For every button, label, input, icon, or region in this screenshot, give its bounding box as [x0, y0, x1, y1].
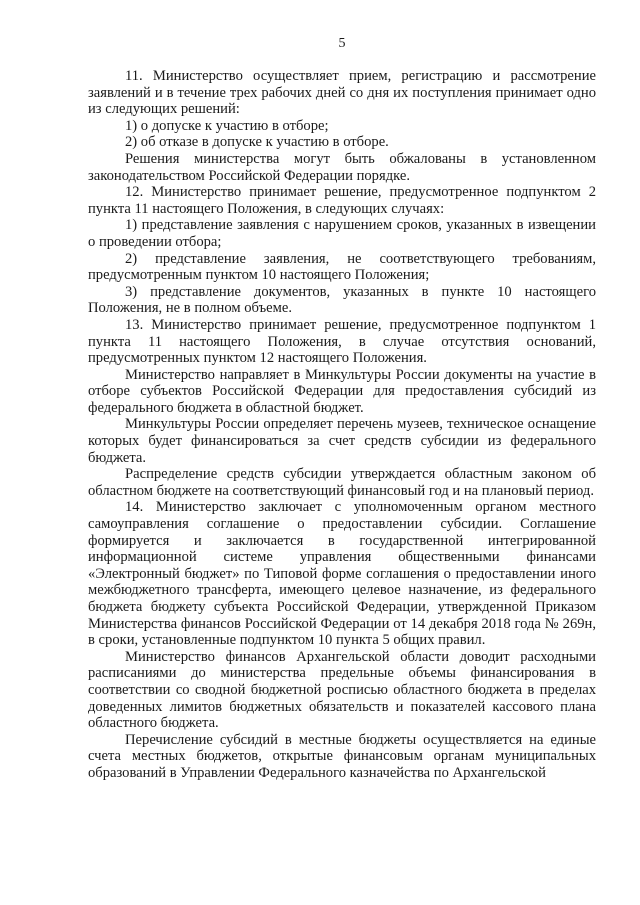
paragraph-ministry-submission: Министерство направляет в Минкультуры России документы на участие в отборе субъектов Российской Федерации для предоставления субсидий из федерального бюджета в областной бюджет.: [88, 366, 596, 416]
list-item-late-submission: 1) представление заявления с нарушением сроков, указанных в извещении о проведении отбора;: [88, 217, 596, 250]
list-item-incomplete-documents: 3) представление документов, указанных в пункте 10 настоящего Положения, не в полном объеме.: [88, 283, 596, 317]
paragraph-museum-list: Минкультуры России определяет перечень музеев, техническое оснащение которых будет финансироваться за счет средств субсидии из федерального бюджета.: [88, 416, 596, 466]
paragraph-finance-ministry: Министерство финансов Архангельской области доводит расходными расписаниями до министерства предельные объемы финансирования в соответствии со сводной бюджетной росписью областного бюджета в пределах доведенных лимитов бюджетных обязательств и показателей кассового плана областного бюджета.: [88, 648, 596, 732]
page-number: 5: [338, 36, 346, 51]
document-body: [88, 68, 596, 782]
list-item-admission: 1) о допуске к участию в отборе;: [125, 117, 329, 134]
paragraph-14: 14. Министерство заключает с уполномоченным органом местного самоуправления соглашение о предоставлении субсидии. Соглашение формируется и заключается в государственной интегрированной информационной системе управления общественными финансами «Электронный бюджет» по Типовой форме соглашения о предоставлении иного межбюджетного трансферта, имеющего целевое назначение, из федерального бюджета бюджету субъекта Российской Федерации, утвержденной Приказом Министерства финансов Российской Федерации от 14 декабря 2018 года № 269н, в сроки, установленные подпунктом 10 пункта 5 общих правил.: [88, 499, 596, 649]
paragraph-13: 13. Министерство принимает решение, предусмотренное подпунктом 1 пункта 11 настоящего Положения, в случае отсутствия оснований, предусмотренных пунктом 12 настоящего Положения.: [88, 316, 596, 367]
list-item-refusal: 2) об отказе в допуске к участию в отборе.: [125, 134, 389, 151]
paragraph-12: 12. Министерство принимает решение, предусмотренное подпунктом 2 пункта 11 настоящего Положения, в следующих случаях:: [88, 184, 596, 217]
paragraph-distribution: Распределение средств субсидии утверждается областным законом об областном бюджете на соответствующий финансовый год и на плановый период.: [88, 466, 596, 499]
list-item-noncompliant-application: 2) представление заявления, не соответствующего требованиям, предусмотренным пунктом 10 настоящего Положения;: [88, 250, 596, 284]
paragraph-11: 11. Министерство осуществляет прием, регистрацию и рассмотрение заявлений и в течение трех рабочих дней со дня их поступления принимает одно из следующих решений:: [88, 68, 596, 118]
paragraph-transfer: Перечисление субсидий в местные бюджеты осуществляется на единые счета местных бюджетов, открытые финансовым органам муниципальных образований в Управлении Федерального казначейства по Архангельской: [88, 731, 596, 781]
paragraph-appeal: Решения министерства могут быть обжалованы в установленном законодательством Российской Федерации порядке.: [88, 150, 596, 184]
